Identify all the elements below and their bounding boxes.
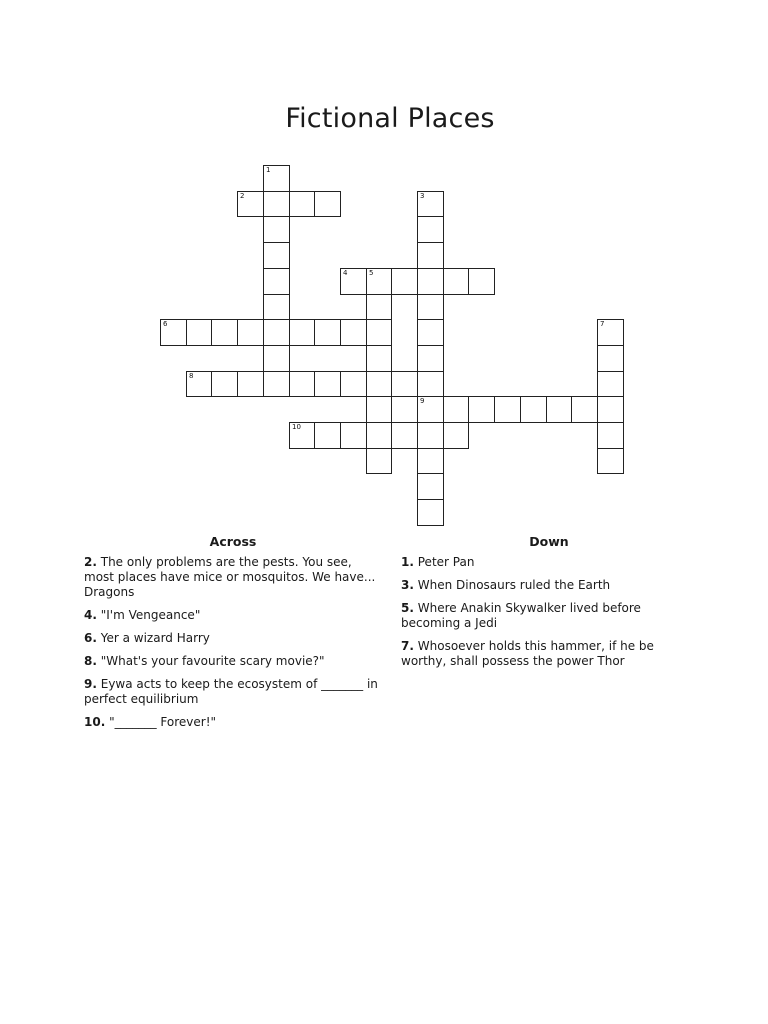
clue-down-5 — [401, 601, 671, 631]
grid-cell[interactable] — [314, 371, 341, 397]
clue-number: 8. — [84, 654, 97, 668]
grid-cell[interactable] — [417, 216, 444, 243]
cell-number: 2 — [240, 192, 245, 200]
grid-cell[interactable] — [263, 294, 290, 320]
clue-number: 3. — [401, 578, 414, 592]
grid-cell[interactable] — [417, 371, 444, 397]
clue-down-7 — [401, 639, 671, 669]
grid-cell[interactable] — [289, 422, 315, 449]
grid-cell[interactable] — [263, 242, 290, 269]
grid-cell[interactable] — [237, 319, 264, 346]
grid-cell[interactable] — [417, 345, 444, 372]
across-heading: Across — [209, 534, 257, 549]
clue-number: 7. — [401, 639, 414, 653]
grid-cell[interactable] — [597, 448, 624, 474]
grid-cell[interactable] — [571, 396, 598, 423]
grid-cell[interactable] — [391, 422, 418, 449]
grid-cell[interactable] — [597, 422, 624, 449]
grid-cell[interactable] — [366, 345, 392, 372]
grid-cell[interactable] — [340, 268, 367, 295]
grid-cell[interactable] — [494, 396, 521, 423]
clue-text: Where Anakin Skywalker lived before becoming a Jedi — [401, 601, 641, 630]
page-title: Fictional Places — [285, 103, 495, 134]
clue-text: When Dinosaurs ruled the Earth — [417, 578, 611, 592]
grid-cell[interactable] — [417, 499, 444, 526]
grid-cell[interactable] — [443, 422, 469, 449]
grid-cell[interactable] — [417, 448, 444, 474]
grid-cell[interactable] — [597, 396, 624, 423]
grid-cell[interactable] — [417, 396, 444, 423]
grid-cell[interactable] — [417, 473, 444, 500]
grid-cell[interactable] — [314, 422, 341, 449]
grid-cell[interactable] — [597, 371, 624, 397]
grid-cell[interactable] — [340, 422, 367, 449]
clue-across-8 — [84, 654, 384, 669]
grid-cell[interactable] — [366, 448, 392, 474]
clue-text: "I'm Vengeance" — [100, 608, 201, 622]
grid-cell[interactable] — [468, 396, 495, 423]
clue-text: Peter Pan — [417, 555, 475, 569]
grid-cell[interactable] — [597, 319, 624, 346]
clue-text: "What's your favourite scary movie?" — [100, 654, 325, 668]
grid-cell[interactable] — [263, 191, 290, 217]
across-clues — [84, 534, 384, 738]
clue-down-3 — [401, 578, 671, 593]
grid-cell[interactable] — [366, 294, 392, 320]
grid-cell[interactable] — [597, 345, 624, 372]
clue-down-1 — [401, 555, 671, 570]
grid-cell[interactable] — [366, 319, 392, 346]
grid-cell[interactable] — [468, 268, 495, 295]
grid-cell[interactable] — [263, 268, 290, 295]
clue-number: 6. — [84, 631, 97, 645]
grid-cell[interactable] — [366, 371, 392, 397]
grid-cell[interactable] — [186, 371, 212, 397]
grid-cell[interactable] — [417, 242, 444, 269]
grid-cell[interactable] — [417, 319, 444, 346]
grid-cell[interactable] — [263, 371, 290, 397]
grid-cell[interactable] — [186, 319, 212, 346]
clue-across-9 — [84, 677, 384, 707]
cell-number: 10 — [292, 423, 301, 431]
cell-number: 5 — [369, 269, 374, 277]
grid-cell[interactable] — [160, 319, 187, 346]
clue-text: Whosoever holds this hammer, if he be worthy, shall possess the power Thor — [401, 639, 654, 668]
clue-number: 9. — [84, 677, 97, 691]
clue-across-4 — [84, 608, 384, 623]
grid-cell[interactable] — [391, 268, 418, 295]
clue-number: 4. — [84, 608, 97, 622]
clue-number: 2. — [84, 555, 97, 569]
grid-cell[interactable] — [391, 371, 418, 397]
grid-cell[interactable] — [289, 319, 315, 346]
grid-cell[interactable] — [263, 345, 290, 372]
grid-cell[interactable] — [417, 422, 444, 449]
grid-cell[interactable] — [520, 396, 547, 423]
grid-cell[interactable] — [366, 396, 392, 423]
grid-cell[interactable] — [340, 371, 367, 397]
grid-cell[interactable] — [211, 319, 238, 346]
cell-number: 1 — [266, 166, 271, 174]
grid-cell[interactable] — [546, 396, 572, 423]
grid-cell[interactable] — [237, 371, 264, 397]
clue-across-2 — [84, 555, 384, 600]
grid-cell[interactable] — [340, 319, 367, 346]
grid-cell[interactable] — [417, 191, 444, 217]
grid-cell[interactable] — [263, 216, 290, 243]
grid-cell[interactable] — [443, 268, 469, 295]
clue-text: Eywa acts to keep the ecosystem of _______ in perfect equilibrium — [84, 677, 378, 706]
clue-across-6 — [84, 631, 384, 646]
cell-number: 8 — [189, 372, 194, 380]
grid-cell[interactable] — [314, 319, 341, 346]
clue-text: The only problems are the pests. You see, most places have mice or mosquitos. We have... Dragons — [84, 555, 376, 599]
down-clues — [401, 534, 671, 677]
grid-cell[interactable] — [443, 396, 469, 423]
cell-number: 7 — [600, 320, 605, 328]
grid-cell[interactable] — [417, 268, 444, 295]
grid-cell[interactable] — [263, 319, 290, 346]
clue-across-10 — [84, 715, 384, 730]
grid-cell[interactable] — [263, 165, 290, 192]
cell-number: 3 — [420, 192, 425, 200]
clue-number: 1. — [401, 555, 414, 569]
grid-cell[interactable] — [366, 268, 392, 295]
grid-cell[interactable] — [314, 191, 341, 217]
grid-cell[interactable] — [289, 191, 315, 217]
clue-number: 5. — [401, 601, 414, 615]
down-heading: Down — [529, 534, 569, 549]
cell-number: 9 — [420, 397, 425, 405]
clue-number: 10. — [84, 715, 106, 729]
grid-cell[interactable] — [366, 422, 392, 449]
clue-text: Yer a wizard Harry — [100, 631, 210, 645]
grid-cell[interactable] — [211, 371, 238, 397]
clue-text: "_______ Forever!" — [109, 715, 217, 729]
cell-number: 6 — [163, 320, 168, 328]
grid-cell[interactable] — [417, 294, 444, 320]
grid-cell[interactable] — [289, 371, 315, 397]
cell-number: 4 — [343, 269, 348, 277]
grid-cell[interactable] — [237, 191, 264, 217]
